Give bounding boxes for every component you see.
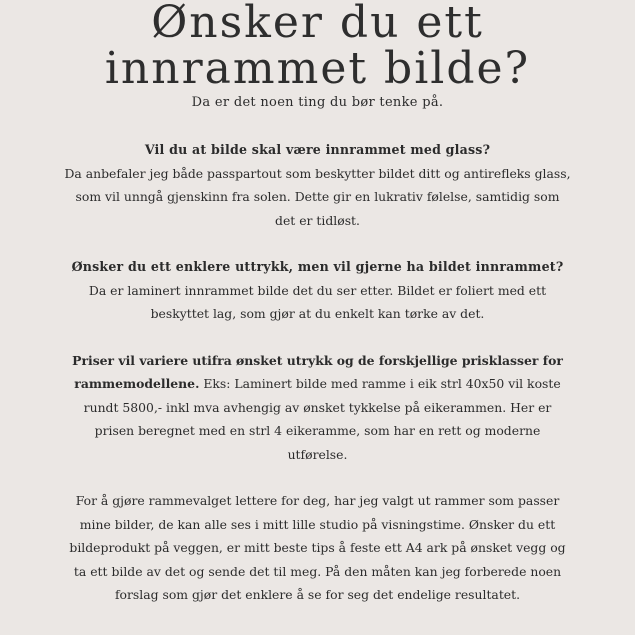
prices-section-heading-end: rammemodellene.	[74, 376, 200, 391]
glass-section-heading: Vil du at bilde skal være innrammet med glass?	[144, 142, 491, 157]
prices-section-line	[8, 372, 628, 396]
studio-section-line: forslag som gjør det enklere å se for seg det endelige resultatet.	[114, 587, 521, 602]
prices-section-line: prisen beregnet med en strl 4 eikeramme, som har en rett og moderne	[94, 423, 541, 438]
laminated-section	[8, 255, 628, 326]
glass-section-line: Da anbefaler jeg både passpartout som beskytter bildet ditt og antirefleks glass,	[64, 165, 571, 181]
studio-section-line: For å gjøre rammevalget lettere for deg, har jeg valgt ut rammer som passer	[75, 493, 560, 508]
laminated-section-heading: Ønsker du ett enklere uttrykk, men vil gjerne ha bildet innrammet?	[71, 259, 564, 274]
glass-section-line: det er tidløst.	[275, 212, 360, 228]
glass-section-line: som vil unngå gjenskinn fra solen. Dette gir en lukrativ følelse, samtidig som	[75, 189, 560, 204]
studio-section-line: mine bilder, de kan alle ses i mitt lille studio på visningstime. Ønsker du ett	[79, 516, 556, 532]
prices-section-heading: Priser vil variere utifra ønsket utrykk og de forskjellige prisklasser for	[72, 352, 563, 368]
page-title-line-2: innrammet bilde?	[104, 43, 531, 94]
page-title	[0, 0, 635, 92]
glass-section	[8, 138, 628, 232]
studio-section	[8, 489, 628, 607]
page-subtitle: Da er det noen ting du bør tenke på.	[191, 95, 444, 110]
laminated-section-line: beskyttet lag, som gjør at du enkelt kan tørke av det.	[150, 306, 485, 321]
prices-section-line-rest: Eks: Laminert bilde med ramme i eik strl 40x50 vil koste	[199, 376, 561, 391]
prices-section	[8, 349, 628, 467]
prices-section-line: rundt 5800,- inkl mva avhengig av ønsket tykkelse på eikerammen. Her er	[83, 399, 552, 415]
studio-section-line: ta ett bilde av det og sende det til meg. På den måten kan jeg forberede noen	[73, 563, 562, 579]
prices-section-line: utførelse.	[287, 446, 348, 462]
studio-section-line: bildeprodukt på veggen, er mitt beste tips å feste ett A4 ark på ønsket vegg og	[69, 540, 566, 555]
page-title-line-1: Ønsker du ett	[151, 0, 484, 48]
laminated-section-line: Da er laminert innrammet bilde det du ser etter. Bildet er foliert med ett	[88, 282, 547, 298]
